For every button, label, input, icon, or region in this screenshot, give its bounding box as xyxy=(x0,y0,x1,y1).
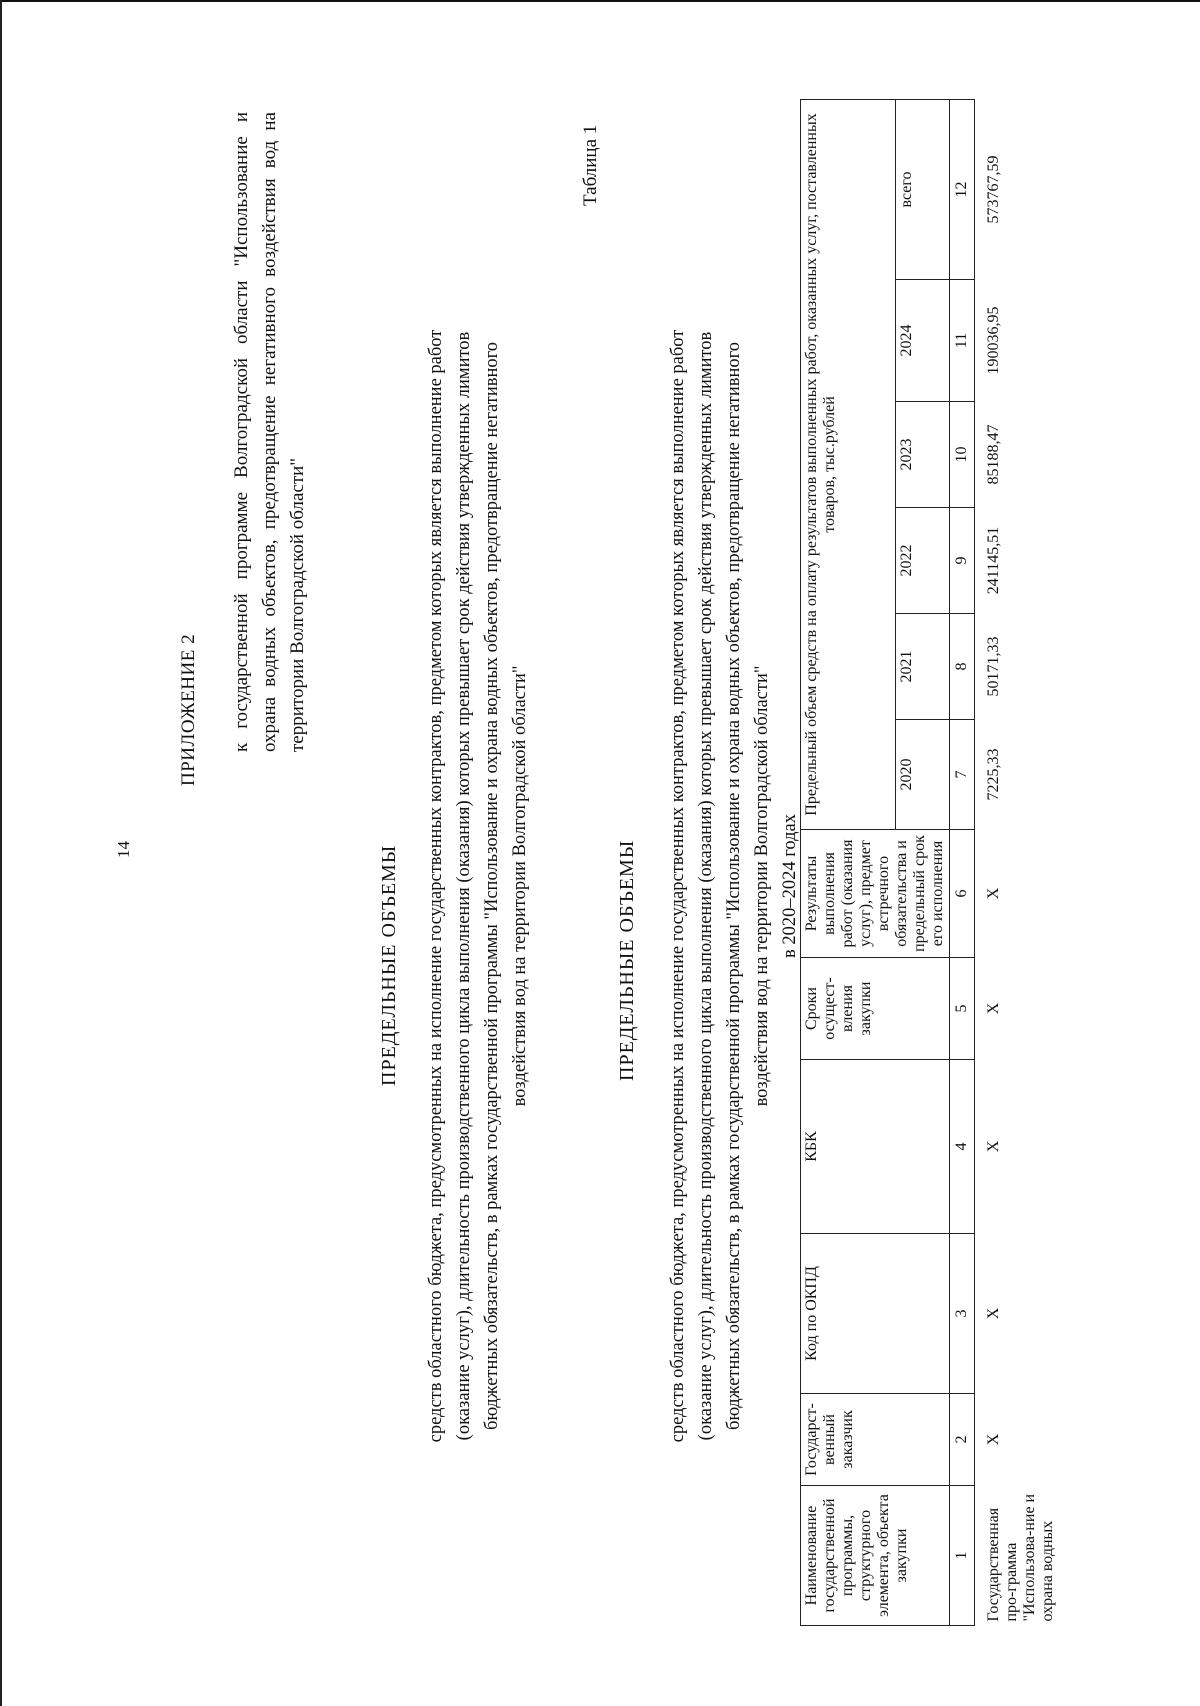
appendix-title: ПРИЛОЖЕНИЕ 2 xyxy=(178,633,199,786)
row-value-2023: 85188,47 xyxy=(985,424,1002,485)
column-number: 8 xyxy=(950,614,975,720)
column-number: 2 xyxy=(950,1394,975,1486)
column-numbers-row xyxy=(950,99,975,1625)
section2-years: в 2020–2024 годах xyxy=(780,814,800,958)
column-number: 3 xyxy=(950,1234,975,1394)
section2-body: средств областного бюджета, предусмотренных на исполнение государственных контрактов, предметом которых является выполнение работ (оказание услуг), длительность производственного цикла выполнения (оказания) которых превышает срок действия утвержденных лимитов бюджетных обязательств, в рамках государственной программы "Использование и охрана водных объектов, предотвращение негативного воздействия вод на территории Волгоградской области" xyxy=(668,329,772,1443)
header-year-2021: 2021 xyxy=(896,614,950,720)
header-year-2022: 2022 xyxy=(896,508,950,614)
table-label: Таблица 1 xyxy=(580,124,601,206)
header-results: Результаты выполнения работ (оказания услуг), предмет встречного обязательства и предельный срок его исполнения xyxy=(801,830,950,958)
row-value-2021: 50171,33 xyxy=(985,636,1002,697)
row-results: X xyxy=(985,887,1002,900)
column-number: 9 xyxy=(950,508,975,614)
row-value-2022: 241145,51 xyxy=(985,526,1002,595)
page-number: 14 xyxy=(114,841,133,858)
header-year-2024: 2024 xyxy=(896,280,950,402)
section1-heading: ПРЕДЕЛЬНЫЕ ОБЪЕМЫ xyxy=(378,844,400,1086)
column-number: 7 xyxy=(950,720,975,830)
header-name: Наименование государственной программы, структурного элемента, объекта закупки xyxy=(801,1486,950,1626)
column-number: 12 xyxy=(950,99,975,279)
row-okpd: X xyxy=(985,1307,1002,1320)
section2-heading: ПРЕДЕЛЬНЫЕ ОБЪЕМЫ xyxy=(616,839,638,1081)
limits-table xyxy=(800,99,1059,1626)
row-value-2024: 190036,95 xyxy=(985,306,1002,375)
header-kbk: КБК xyxy=(801,1060,950,1234)
row-value-total: 573767,59 xyxy=(985,155,1002,224)
header-customer: Государст-венный заказчик xyxy=(801,1394,950,1486)
row-kbk: X xyxy=(985,1140,1002,1153)
row-customer: X xyxy=(985,1433,1002,1446)
section2-text xyxy=(664,306,804,1466)
header-total: всего xyxy=(896,99,950,279)
row-terms: X xyxy=(985,1002,1002,1015)
section1-text: средств областного бюджета, предусмотренных на исполнение государственных контрактов, предметом которых является выполнение работ (оказание услуг), длительность производственного цикла выполнения (оказания) которых превышает срок действия утвержденных лимитов бюджетных обязательств, в рамках государственной программы "Использование и охрана водных объектов, предотвращение негативного воздействия вод на территории Волгоградской области" xyxy=(426,329,530,1443)
header-terms: Сроки осущест-вления закупки xyxy=(801,958,950,1060)
row-value-2020: 7225,33 xyxy=(985,748,1002,801)
column-number: 1 xyxy=(950,1486,975,1626)
column-number: 11 xyxy=(950,280,975,402)
table-header-row xyxy=(801,99,896,1625)
header-year-2020: 2020 xyxy=(896,720,950,830)
row-name: Государственная про-грамма "Использова-ние и охрана водных xyxy=(985,1493,1056,1622)
header-limit: Предельный объем средств на оплату результатов выполненных работ, оказанных услуг, поставленных товаров, тыс.рублей xyxy=(801,99,896,829)
header-okpd: Код по ОКПД xyxy=(801,1234,950,1394)
column-number: 4 xyxy=(950,1060,975,1234)
column-number: 6 xyxy=(950,830,975,958)
header-year-2023: 2023 xyxy=(896,402,950,508)
column-number: 10 xyxy=(950,402,975,508)
table-row xyxy=(975,99,1060,1625)
appendix-text: к государственной программе Волгоградской области "Использование и охрана водных объектов, предотвращение негативного воздействия вод на территории Волгоградской области" xyxy=(231,112,308,752)
column-number: 5 xyxy=(950,958,975,1060)
